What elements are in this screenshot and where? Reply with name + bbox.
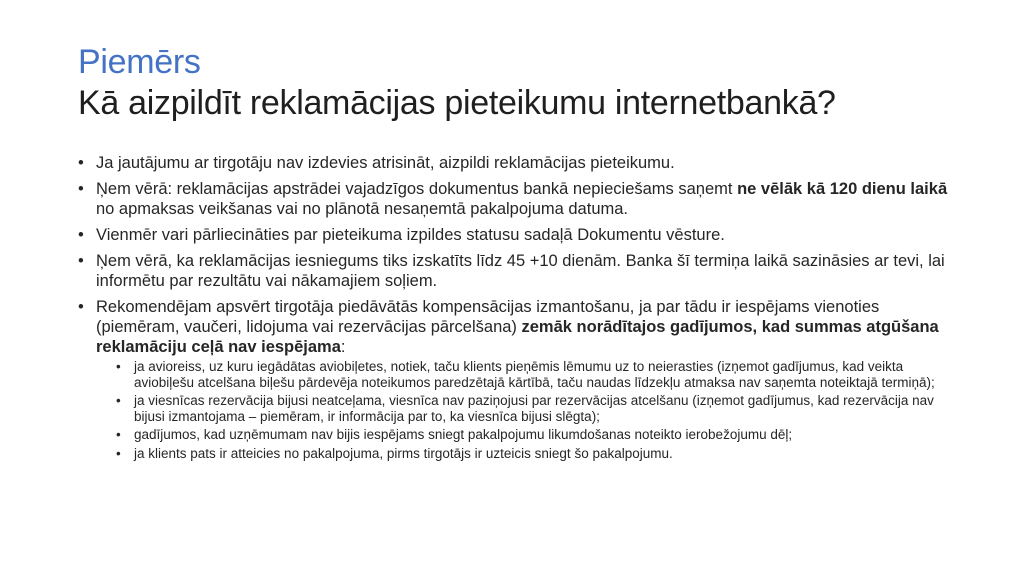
- bullet-bold-text: zemāk norādītajos gadījumos, kad summas atgūšana reklamāciju ceļā nav iespējama: [96, 318, 939, 356]
- bullet-text: Ja jautājumu ar tirgotāju nav izdevies atrisināt, aizpildi reklamācijas pieteikumu.: [96, 154, 675, 172]
- bullet-text: Ņem vērā: reklamācijas apstrādei vajadzīgos dokumentus bankā nepieciešams saņemt: [96, 180, 738, 198]
- bullet-bold-text: ne vēlāk kā 120 dienu laikā: [737, 180, 948, 198]
- title-line-example: Piemērs: [78, 43, 201, 81]
- sub-bullet-item: • ja klients pats ir atteicies no pakalpojuma, pirms tirgotājs ir uzteicis sniegt šo pakalpojumu.: [116, 446, 958, 462]
- bullet-text: no apmaksas veikšanas vai no plānotā nesaņemtā pakalpojuma datuma.: [96, 200, 628, 218]
- bullet-item-resolve: [78, 153, 958, 173]
- bullet-item-compensation: [78, 297, 958, 461]
- sub-bullet-item: • ja viesnīcas rezervācija bijusi neatceļama, viesnīca nav paziņojusi par rezervācijas atcelšanu (izņemot gadījumus, kad rezervācija nav bijusi izmantojama – piemēram, ir informācija par to, ka viesnīca bijusi slēgta);: [116, 393, 958, 424]
- bullet-text: :: [340, 338, 346, 356]
- sub-bullet-item: • ja avioreiss, uz kuru iegādātas aviobiļetes, notiek, taču klients pieņēmis lēmumu uz to neierasties (izņemot gadījumus, kad veikta aviobiļešu atcelšana biļešu pārdevēja noteikumos paredzētajā kārtībā, taču naudas līdzekļu atmaksa nav saņemta noteiktajā termiņā);: [116, 359, 958, 390]
- sub-bullet-list: [96, 359, 958, 461]
- bullet-item-status: [78, 225, 958, 245]
- bullet-list: [78, 153, 958, 467]
- bullet-item-deadline: [78, 179, 958, 219]
- bullet-text: Ņem vērā, ka reklamācijas iesniegums tiks izskatīts līdz 45 +10 dienām. Banka šī termiņa laikā sazināsies ar tevi, lai informētu par rezultātu vai nākamajiem soļiem.: [96, 252, 945, 290]
- bullet-text: Rekomendējam apsvērt tirgotāja piedāvātās kompensācijas izmantošanu, ja par tādu ir iespējams vienoties (piemēram, vaučeri, lidojuma vai rezervācijas pārcelšana): [96, 298, 880, 336]
- title-line-question: Kā aizpildīt reklamācijas pieteikumu internetbankā?: [78, 84, 836, 122]
- bullet-text: Vienmēr vari pārliecināties par pieteikuma izpildes statusu sadaļā Dokumentu vēsture.: [96, 226, 725, 244]
- slide-title: [78, 42, 978, 124]
- bullet-item-review-time: [78, 251, 958, 291]
- sub-bullet-item: • gadījumos, kad uzņēmumam nav bijis iespējams sniegt pakalpojumu likumdošanas noteikto ierobežojumu dēļ;: [116, 427, 958, 443]
